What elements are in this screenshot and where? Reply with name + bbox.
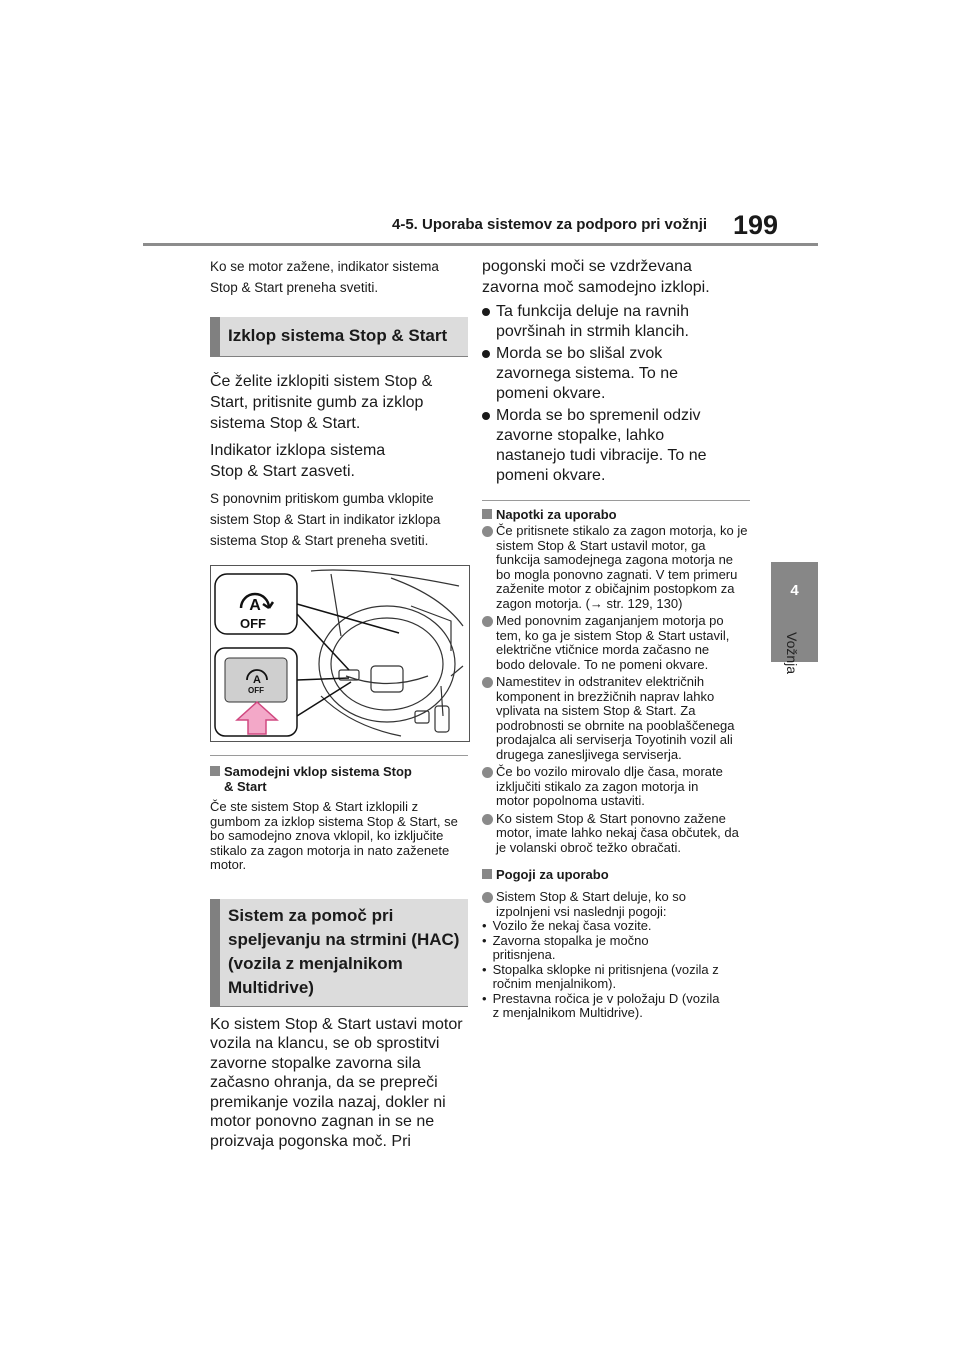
- square-bullet-icon: [482, 509, 492, 519]
- note-title: Napotki za uporabo: [496, 507, 617, 522]
- header-rule: [143, 243, 818, 246]
- bullet-dot-icon: [482, 308, 490, 316]
- svg-text:A: A: [253, 674, 261, 686]
- note-item: Med ponovnim zaganjanjem motorja po tem, ko ga je sistem Stop & Start ustavil, električne vtičnice morda začasno ne bodo delovale. To ne pomeni okvare.: [482, 614, 750, 672]
- bullet-item: Morda se bo slišal zvok zavornega sistema. To ne pomeni okvare.: [482, 344, 750, 404]
- sub-bullet-icon: •: [482, 961, 487, 977]
- paragraph-continued: pogonski moči se vzdrževana zavorna moč samodejno izklopi.: [482, 258, 710, 296]
- paragraph-hac: Ko sistem Stop & Start ustavi motor vozila na klancu, se ob sprostitvi zavorne stopalke zavorna sila začasno ohranja, da se prepreči premikanje vozila nazaj, dokler ni motor ponovno zagnan in se ne proizvaja pogonska moč. Pri: [210, 1015, 463, 1150]
- page-number: 199: [733, 210, 779, 240]
- condition-item: • Prestavna ročica je v položaju D (vozila z menjalnikom Multidrive).: [482, 990, 720, 1020]
- note-heading-usage-tips: [482, 507, 750, 522]
- round-bullet-icon: [482, 677, 493, 688]
- condition-item: • Zavorna stopalka je močno pritisnjena.: [482, 932, 649, 962]
- condition-item: • Stopalka sklopke ni pritisnjena (vozila z ročnim menjalnikom).: [482, 961, 719, 991]
- bullet-item: Ta funkcija deluje na ravnih površinah in strmih klancih.: [482, 302, 750, 342]
- left-column: [210, 256, 468, 1151]
- paragraph-turn-off: Če želite izklopiti sistem Stop & Start, pritisnite gumb za izklop sistema Stop & Start.: [210, 373, 433, 432]
- chapter-label: Vožnja: [784, 632, 800, 675]
- off-label-large: OFF: [240, 616, 266, 631]
- note-text-auto-on: Če ste sistem Stop & Start izklopili z gumbom za izklop sistema Stop & Start, se bo samodejno znova vklopil, ko izključite stikalo za zagon motorja in nato zaženete motor.: [210, 799, 458, 872]
- note-title: Samodejni vklop sistema Stop & Start: [224, 764, 412, 794]
- note-item: Ko sistem Stop & Start ponovno zažene motor, imate lahko nekaj časa občutek, da je volanski obroč težko obračati.: [482, 812, 750, 856]
- round-bullet-icon: [482, 526, 493, 537]
- note-heading-conditions: [482, 867, 750, 882]
- sub-bullet-icon: •: [482, 918, 487, 933]
- svg-text:A: A: [249, 597, 261, 614]
- intro-text: Ko se motor zažene, indikator sistema Stop & Start preneha svetiti.: [210, 259, 439, 295]
- round-bullet-icon: [482, 767, 493, 778]
- condition-item: • Vozilo že nekaj časa vozite.: [482, 918, 652, 933]
- chapter-number: 4: [790, 582, 799, 599]
- off-label-small: OFF: [248, 686, 264, 695]
- note-heading-auto-on: [210, 764, 468, 794]
- note-item: Če pritisnete stikalo za zagon motorja, ko je sistem Stop & Start ustavil motor, ga funkcija samodejnega zagona motorja ne bo mogla ponovno zagnati. V tem primeru zaženite motor z običajnim postopkom za zagon motorja. (→ str. 129, 130): [482, 524, 750, 611]
- note-item: Če bo vozilo mirovalo dlje časa, morate izključiti stikalo za zagon motorja in motor popolnoma ustaviti.: [482, 765, 750, 809]
- note-item: Sistem Stop & Start deluje, ko so izpolnjeni vsi naslednji pogoji:: [482, 890, 750, 919]
- round-bullet-icon: [482, 616, 493, 627]
- round-bullet-icon: [482, 892, 493, 903]
- note-item: Namestitev in odstranitev električnih komponent in brezžičnih naprav lahko vplivata na sistem Stop & Start. Za podrobnosti se obrnite na pooblaščenega prodajalca ali serviserja Toyotinih vozil ali drugega zanesljivega serviserja.: [482, 675, 750, 762]
- section-heading-stop-start-off: Izklop sistema Stop & Start: [210, 317, 468, 357]
- sub-bullet-icon: •: [482, 990, 487, 1006]
- note-title: Pogoji za uporabo: [496, 867, 609, 882]
- bullet-item: Morda se bo spremenil odziv zavorne stopalke, lahko nastanejo tudi vibracije. To ne pomeni okvare.: [482, 406, 750, 486]
- paragraph-turn-on-again: S ponovnim pritiskom gumba vklopite sistem Stop & Start in indikator izklopa sistema Stop & Start preneha svetiti.: [210, 491, 441, 548]
- section-header-title: 4-5. Uporaba sistemov za podporo pri vožnji: [392, 216, 708, 233]
- round-bullet-icon: [482, 814, 493, 825]
- square-bullet-icon: [482, 869, 492, 879]
- bullet-dot-icon: [482, 350, 490, 358]
- square-bullet-icon: [210, 766, 220, 776]
- right-column: [482, 256, 750, 1021]
- sub-bullet-icon: •: [482, 932, 487, 948]
- paragraph-indicator-on: Indikator izklopa sistema Stop & Start zasveti.: [210, 442, 386, 480]
- section-heading-hac: Sistem za pomoč pri speljevanju na strmini (HAC) (vozila z menjalnikom Multidrive): [210, 899, 468, 1007]
- stop-start-button-illustration: [210, 565, 470, 742]
- bullet-dot-icon: [482, 412, 490, 420]
